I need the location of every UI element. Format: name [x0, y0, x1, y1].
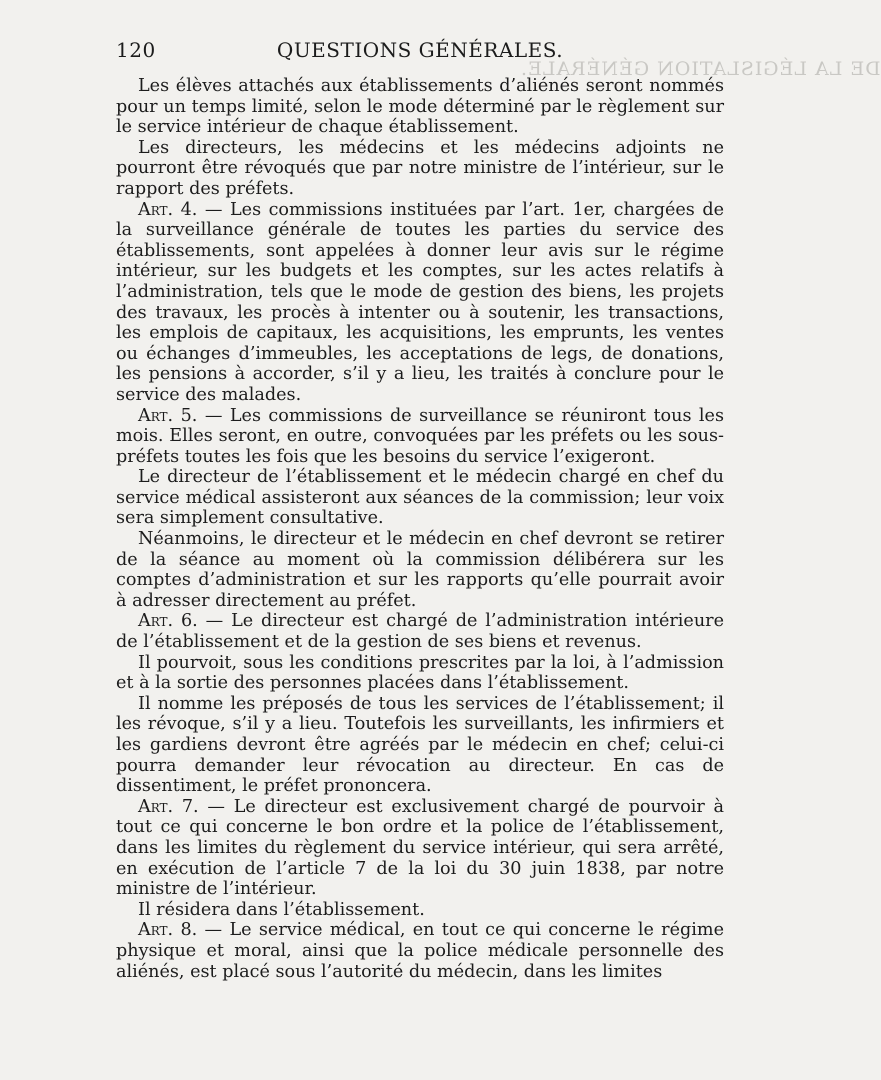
paragraph: Néanmoins, le directeur et le médecin en chef devront se retirer de la séance au moment où la commission délibérera sur les comptes d’administration et sur les rapports qu’elle pourrait avoir à adresser directement au préfet. [116, 529, 724, 611]
article-6: Art. 6. — Le directeur est chargé de l’administration intérieure de l’établissement et de la gestion de ses biens et revenus. [116, 611, 724, 653]
body-text [116, 76, 724, 982]
paragraph: Les élèves attachés aux établissements d’aliénés seront nommés pour un temps limité, selon le mode déterminé par le règlement sur le service intérieur de chaque établissement. [116, 76, 724, 138]
page-header [116, 38, 724, 66]
paragraph: Les directeurs, les médecins et les médecins adjoints ne pourront être révoqués que par notre ministre de l’intérieur, sur le rapport des préfets. [116, 137, 724, 199]
book-page [116, 38, 724, 982]
article-label: Art. 6. [138, 611, 198, 632]
running-title: QUESTIONS GÉNÉRALES. [276, 38, 564, 62]
bleed-through-text: DE LA LÉGISLATION GÉNÉRALE. [520, 58, 881, 80]
article-8: Art. 8. — Le service médical, en tout ce qui concerne le régime physique et moral, ainsi que la police médicale personnelle des aliénés, est placé sous l’autorité du médecin, dans les limites [116, 920, 724, 982]
article-4: Art. 4. — Les commissions instituées par l’art. 1er, chargées de la surveillance générale de toutes les parties du service des établissements, sont appelées à donner leur avis sur le régime intérieur, sur les budgets et les comptes, sur les actes relatifs à l’administration, tels que le mode de gestion des biens, les projets des travaux, les procès à intenter ou à soutenir, les transactions, les emplois de capitaux, les acquisitions, les emprunts, les ventes ou échanges d’immeubles, les acceptations de legs, de donations, les pensions à accorder, s’il y a lieu, les traités à conclure pour le service des malades. [116, 199, 724, 405]
paragraph: Il résidera dans l’établissement. [138, 899, 425, 920]
article-label: Art. 5. [138, 405, 198, 426]
paragraph: Il nomme les préposés de tous les services de l’établissement; il les révoque, s’il y a lieu. Toutefois les surveillants, les infirmiers et les gardiens devront être agréés par le médecin en chef; celui-ci pourra demander leur révocation au directeur. En cas de dissentiment, le préfet prononcera. [116, 693, 724, 797]
article-5: Art. 5. — Les commissions de surveillance se réuniront tous les mois. Elles seront, en outre, convoquées par les préfets ou les sous-préfets toutes les fois que les besoins du service l’exigeront. [116, 405, 725, 467]
article-label: Art. 8. [138, 920, 198, 941]
page-number: 120 [116, 38, 156, 62]
paragraph: Le directeur de l’établissement et le médecin chargé en chef du service médical assisteront aux séances de la commission; leur voix sera simplement consultative. [116, 467, 724, 529]
article-7: Art. 7. — Le directeur est exclusivement chargé de pourvoir à tout ce qui concerne le bon ordre et la police de l’établissement, dans les limites du règlement du service intérieur, qui sera arrêté, en exécution de l’article 7 de la loi du 30 juin 1838, par notre ministre de l’intérieur. [116, 796, 724, 900]
article-label: Art. 4. [138, 199, 198, 220]
article-label: Art. 7. [138, 796, 199, 817]
paragraph: Il pourvoit, sous les conditions prescrites par la loi, à l’admission et à la sortie des personnes placées dans l’établissement. [116, 652, 724, 694]
